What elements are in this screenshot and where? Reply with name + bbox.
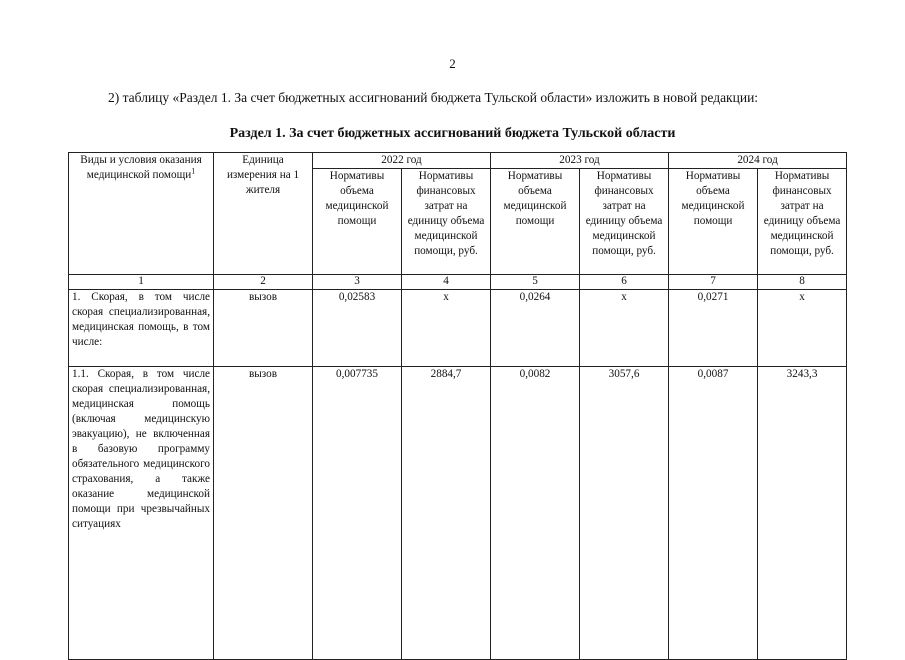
footnote-mark: 1 — [191, 166, 196, 176]
row-cost-2022: 2884,7 — [402, 367, 491, 660]
column-number: 3 — [313, 275, 402, 290]
row-volume-2022: 0,02583 — [313, 290, 402, 367]
header-unit: Единица измерения на 1 жителя — [214, 153, 313, 275]
table-row — [69, 367, 847, 660]
row-unit: вызов — [214, 290, 313, 367]
header-year-2024: 2024 год — [669, 153, 847, 169]
header-year-2022: 2022 год — [313, 153, 491, 169]
column-number: 7 — [669, 275, 758, 290]
column-number: 6 — [580, 275, 669, 290]
row-volume-2024: 0,0271 — [669, 290, 758, 367]
page-number: 2 — [449, 56, 456, 71]
header-volume-2024: Нормативы объема медицинской помощи — [669, 169, 758, 275]
column-number: 1 — [69, 275, 214, 290]
header-year-2023: 2023 год — [491, 153, 669, 169]
row-care-type: 1. Скорая, в том числе скорая специализированная, медицинская помощь, в том числе: — [69, 290, 214, 367]
section-title: Раздел 1. За счет бюджетных ассигнований бюджета Тульской области — [229, 126, 676, 141]
header-cost-2022: Нормативы финансовых затрат на единицу объема медицинской помощи, руб. — [402, 169, 491, 275]
table-row — [69, 290, 847, 367]
header-volume-2022: Нормативы объема медицинской помощи — [313, 169, 402, 275]
row-cost-2022: х — [402, 290, 491, 367]
row-cost-2023: х — [580, 290, 669, 367]
header-volume-2023: Нормативы объема медицинской помощи — [491, 169, 580, 275]
row-cost-2024: х — [758, 290, 847, 367]
row-volume-2023: 0,0264 — [491, 290, 580, 367]
row-care-type: 1.1. Скорая, в том числе скорая специализированная, медицинская помощь (включая медицинскую эвакуацию), не включенная в базовую программу обязательного медицинского страхования, а также оказание медицинской помощи при чрезвычайных ситуациях — [69, 367, 214, 660]
column-number: 5 — [491, 275, 580, 290]
column-number-row — [69, 275, 847, 290]
row-cost-2023: 3057,6 — [580, 367, 669, 660]
header-kinds-of-care — [69, 153, 214, 275]
header-cost-2023: Нормативы финансовых затрат на единицу объема медицинской помощи, руб. — [580, 169, 669, 275]
row-volume-2022: 0,007735 — [313, 367, 402, 660]
column-number: 8 — [758, 275, 847, 290]
header-row-years — [69, 153, 847, 169]
norms-table — [68, 152, 847, 660]
row-volume-2023: 0,0082 — [491, 367, 580, 660]
row-unit: вызов — [214, 367, 313, 660]
row-cost-2024: 3243,3 — [758, 367, 847, 660]
intro-paragraph: 2) таблицу «Раздел 1. За счет бюджетных ассигнований бюджета Тульской области» изложить в новой редакции: — [108, 90, 759, 105]
column-number: 2 — [214, 275, 313, 290]
header-kinds-label: Виды и условия оказания медицинской помощи — [80, 154, 202, 181]
column-number: 4 — [402, 275, 491, 290]
header-cost-2024: Нормативы финансовых затрат на единицу объема медицинской помощи, руб. — [758, 169, 847, 275]
row-volume-2024: 0,0087 — [669, 367, 758, 660]
